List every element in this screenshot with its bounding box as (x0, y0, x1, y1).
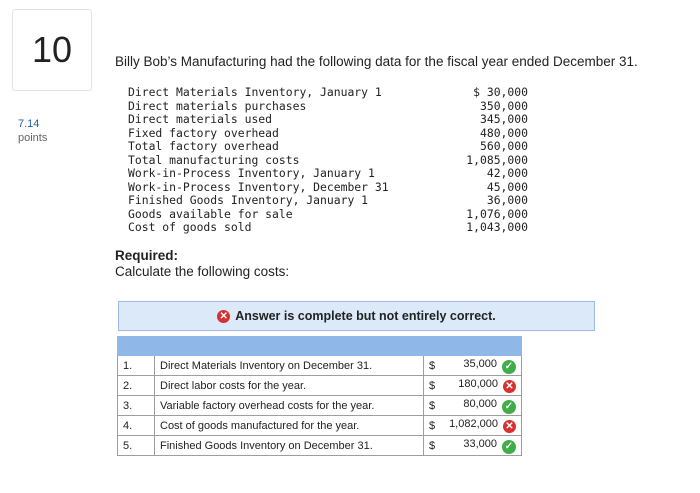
answer-row (118, 396, 522, 416)
answer-number: 4. (118, 416, 155, 436)
answer-description: Direct Materials Inventory on December 31. (155, 356, 424, 376)
data-label: Direct materials used (128, 112, 273, 126)
answer-cell[interactable] (444, 416, 522, 436)
points-value: 7.14 (18, 118, 40, 130)
data-value: 480,000 (479, 125, 528, 140)
answer-value[interactable]: 33,000 (463, 437, 497, 450)
data-row (128, 181, 528, 195)
check-circle-icon: ✓ (502, 360, 516, 374)
data-label: Goods available for sale (128, 206, 293, 221)
data-label: Direct Materials Inventory, January 1 (128, 85, 382, 99)
data-value: 45,000 (486, 179, 528, 194)
data-label: Finished Goods Inventory, January 1 (128, 193, 369, 207)
answer-description: Variable factory overhead costs for the year. (155, 396, 424, 416)
answer-value[interactable]: 80,000 (463, 397, 497, 410)
currency-symbol: $ (424, 356, 445, 376)
required-instruction: Calculate the following costs: (115, 264, 290, 279)
data-value: 42,000 (486, 166, 528, 180)
answer-description: Finished Goods Inventory on December 31. (155, 436, 424, 456)
answer-number: 2. (118, 376, 155, 396)
question-number: 10 (31, 29, 73, 70)
answer-row (118, 376, 522, 396)
answer-number: 1. (118, 356, 155, 376)
data-label: Work-in-Process Inventory, December 31 (128, 179, 389, 194)
data-value: 560,000 (479, 139, 528, 153)
data-row (128, 86, 528, 100)
answer-row (118, 416, 522, 436)
answer-cell[interactable] (444, 396, 522, 416)
data-row (128, 100, 528, 114)
question-number-box (12, 9, 92, 91)
data-value: 1,085,000 (466, 152, 528, 167)
data-label: Work-in-Process Inventory, January 1 (128, 166, 375, 180)
answer-cell[interactable] (444, 436, 522, 456)
feedback-banner (118, 301, 595, 331)
check-circle-icon: ✓ (502, 400, 516, 414)
data-row (128, 167, 528, 181)
question-text: Billy Bob’s Manufacturing had the following data for the fiscal year ended December 31. (115, 54, 638, 69)
check-circle-icon: ✓ (502, 440, 516, 454)
currency-symbol: $ (424, 396, 445, 416)
data-row (128, 154, 528, 168)
answer-table-header (118, 337, 522, 356)
answer-value[interactable]: 35,000 (463, 357, 497, 370)
data-label: Total manufacturing costs (128, 152, 300, 167)
currency-symbol: $ (424, 436, 445, 456)
data-label: Direct materials purchases (128, 98, 307, 113)
points-label: points (18, 132, 48, 144)
data-value: 1,043,000 (466, 220, 528, 234)
data-row (128, 113, 528, 127)
data-label: Total factory overhead (128, 139, 279, 153)
data-row (128, 194, 528, 208)
answer-value[interactable]: 180,000 (458, 378, 498, 390)
data-value: 36,000 (486, 193, 528, 207)
answer-cell[interactable] (444, 356, 522, 376)
answer-value[interactable]: 1,082,000 (449, 418, 498, 430)
data-label: Fixed factory overhead (128, 125, 279, 140)
currency-symbol: $ (424, 416, 445, 436)
data-label: Cost of goods sold (128, 220, 252, 234)
feedback-text: Answer is complete but not entirely correct. (235, 309, 496, 323)
x-circle-icon: ✕ (503, 420, 516, 433)
answer-row (118, 436, 522, 456)
data-value: 1,076,000 (466, 206, 528, 221)
answer-description: Direct labor costs for the year. (155, 376, 424, 396)
answer-table (117, 336, 522, 456)
answer-cell[interactable] (444, 376, 522, 396)
answer-row (118, 356, 522, 376)
x-circle-icon: ✕ (217, 310, 230, 323)
data-value: $ 30,000 (473, 85, 528, 99)
x-circle-icon: ✕ (503, 380, 516, 393)
answer-number: 3. (118, 396, 155, 416)
data-row (128, 208, 528, 222)
data-value: 350,000 (479, 98, 528, 113)
data-value: 345,000 (479, 112, 528, 126)
currency-symbol: $ (424, 376, 445, 396)
given-data-block (128, 86, 528, 235)
data-row (128, 140, 528, 154)
answer-number: 5. (118, 436, 155, 456)
required-heading: Required: (115, 248, 179, 263)
data-row (128, 127, 528, 141)
answer-description: Cost of goods manufactured for the year. (155, 416, 424, 436)
data-row (128, 221, 528, 235)
